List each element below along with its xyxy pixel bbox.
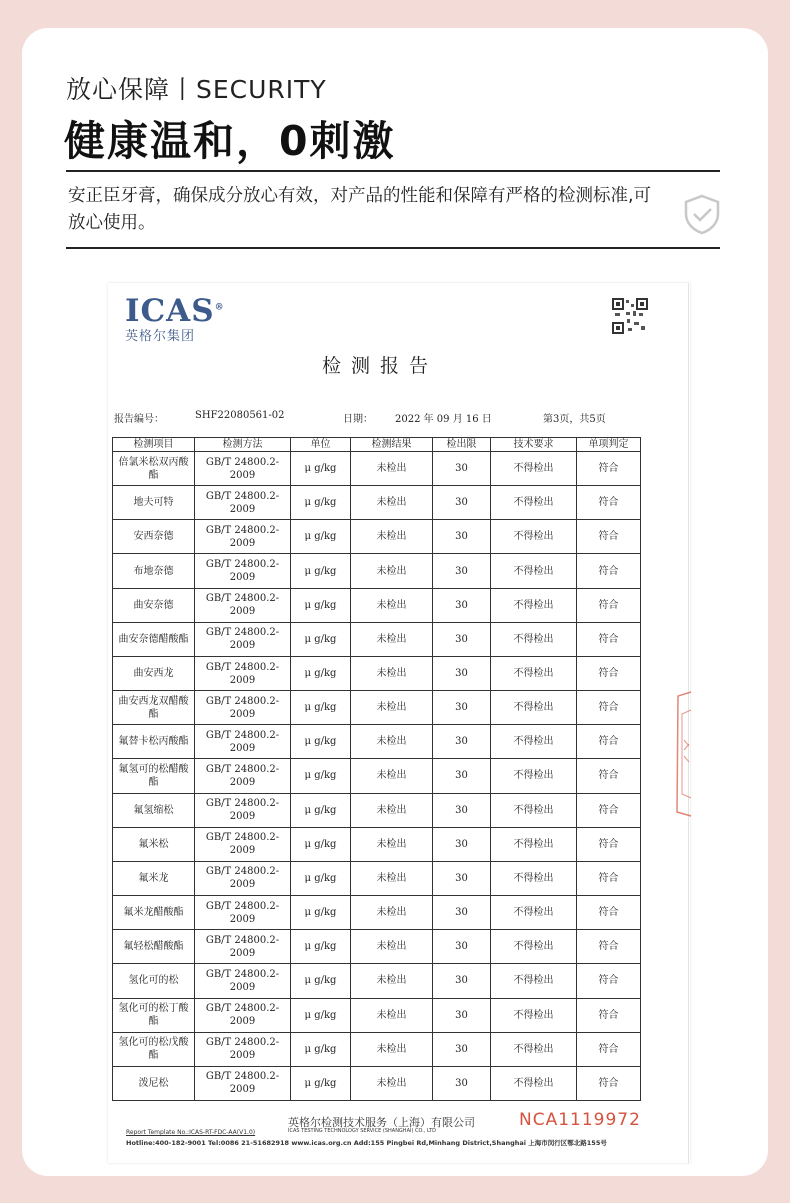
report-template-number: Report Template No.:ICAS-RT-FDC-AA(V1.0) [126,1129,256,1136]
table-cell: 未检出 [351,930,433,964]
table-cell: 符合 [577,827,641,861]
table-cell: 泼尼松 [113,1066,195,1100]
table-cell: GB/T 24800.2-2009 [195,1066,291,1100]
table-cell: μ g/kg [291,1066,351,1100]
table-cell: 符合 [577,896,641,930]
table-cell: 未检出 [351,1066,433,1100]
table-cell: GB/T 24800.2-2009 [195,486,291,520]
footer-company-cn: 英格尔检测技术服务（上海）有限公司 [288,1116,475,1129]
table-cell: 符合 [577,622,641,656]
table-cell: 30 [433,691,491,725]
table-cell: 不得检出 [491,725,577,759]
table-cell: μ g/kg [291,520,351,554]
table-cell: 地夫可特 [113,486,195,520]
table-cell: 符合 [577,759,641,793]
table-cell: GB/T 24800.2-2009 [195,1032,291,1066]
table-cell: 符合 [577,486,641,520]
table-cell: 氢化可的松戊酸酯 [113,1032,195,1066]
table-cell: GB/T 24800.2-2009 [195,964,291,998]
report-date-label: 日期： [343,414,373,425]
table-cell: 未检出 [351,1032,433,1066]
table-cell: 30 [433,1066,491,1100]
table-row [113,520,641,554]
table-cell: μ g/kg [291,759,351,793]
shield-check-icon [680,192,724,236]
table-cell: 30 [433,998,491,1032]
results-table [112,437,641,1101]
table-cell: 未检出 [351,656,433,690]
table-cell: 安西奈德 [113,520,195,554]
table-cell: 未检出 [351,725,433,759]
table-cell: 符合 [577,725,641,759]
report-title: 检测报告 [321,355,438,377]
page-headline: 健康温和，0刺激 [64,117,396,165]
table-cell: 30 [433,622,491,656]
table-row [113,827,641,861]
table-row [113,656,641,690]
table-cell: μ g/kg [291,588,351,622]
logo-text: ICAS [125,293,215,329]
table-row [113,964,641,998]
table-cell: GB/T 24800.2-2009 [195,793,291,827]
table-cell: μ g/kg [291,861,351,895]
report-number-label: 报告编号： [114,414,164,425]
table-cell: 不得检出 [491,1032,577,1066]
table-header-row [113,438,641,452]
table-cell: 氟氢缩松 [113,793,195,827]
table-cell: μ g/kg [291,622,351,656]
table-cell: GB/T 24800.2-2009 [195,998,291,1032]
table-cell: 未检出 [351,691,433,725]
table-cell: GB/T 24800.2-2009 [195,725,291,759]
table-cell: 未检出 [351,452,433,486]
table-cell: GB/T 24800.2-2009 [195,452,291,486]
table-row [113,486,641,520]
table-cell: 倍氯米松双丙酸酯 [113,452,195,486]
table-column-header: 技术要求 [491,438,577,452]
table-cell: 符合 [577,998,641,1032]
table-row [113,1066,641,1100]
top-divider [66,170,720,172]
table-column-header: 检测方法 [195,438,291,452]
footer-company-en: ICAS TESTING TECHNOLOGY SERVICE (SHANGHAI) CO., LTD [288,1128,436,1134]
table-cell: 不得检出 [491,930,577,964]
page-indicator: 第3页，共5页 [543,414,606,425]
table-cell: 30 [433,588,491,622]
table-cell: μ g/kg [291,930,351,964]
table-cell: μ g/kg [291,691,351,725]
table-row [113,452,641,486]
table-cell: μ g/kg [291,1032,351,1066]
red-seal-stamp [674,690,692,818]
table-cell: 符合 [577,656,641,690]
table-cell: 不得检出 [491,486,577,520]
table-cell: 符合 [577,520,641,554]
table-cell: 30 [433,827,491,861]
table-cell: 不得检出 [491,964,577,998]
table-column-header: 检出限 [433,438,491,452]
table-cell: 氟氢可的松醋酸酯 [113,759,195,793]
table-cell: 不得检出 [491,861,577,895]
table-cell: 30 [433,520,491,554]
table-cell: μ g/kg [291,793,351,827]
table-cell: 曲安西龙双醋酸酯 [113,691,195,725]
icas-logo: ICAS® 英格尔集团 [125,293,225,344]
section-kicker: 放心保障丨SECURITY [66,75,327,104]
table-cell: 氟米龙 [113,861,195,895]
table-cell: 30 [433,930,491,964]
table-cell: 符合 [577,554,641,588]
table-cell: 不得检出 [491,520,577,554]
table-cell: μ g/kg [291,998,351,1032]
table-cell: 曲安西龙 [113,656,195,690]
table-cell: 30 [433,861,491,895]
table-cell: 未检出 [351,964,433,998]
table-cell: 不得检出 [491,691,577,725]
table-cell: 30 [433,452,491,486]
table-cell: 不得检出 [491,998,577,1032]
table-cell: 30 [433,793,491,827]
report-number: SHF22080561-02 [195,410,285,421]
table-cell: GB/T 24800.2-2009 [195,930,291,964]
table-cell: GB/T 24800.2-2009 [195,861,291,895]
table-cell: GB/T 24800.2-2009 [195,554,291,588]
table-cell: 符合 [577,691,641,725]
table-row [113,759,641,793]
table-cell: 未检出 [351,759,433,793]
table-cell: GB/T 24800.2-2009 [195,588,291,622]
table-column-header: 检测结果 [351,438,433,452]
table-cell: 未检出 [351,793,433,827]
table-cell: μ g/kg [291,964,351,998]
table-row [113,691,641,725]
table-cell: GB/T 24800.2-2009 [195,827,291,861]
table-column-header: 单项判定 [577,438,641,452]
table-cell: 未检出 [351,588,433,622]
table-cell: 符合 [577,452,641,486]
table-row [113,930,641,964]
table-row [113,793,641,827]
table-cell: GB/T 24800.2-2009 [195,622,291,656]
table-cell: 氟轻松醋酸酯 [113,930,195,964]
table-cell: GB/T 24800.2-2009 [195,656,291,690]
table-cell: 未检出 [351,622,433,656]
table-row [113,861,641,895]
table-cell: 氢化可的松丁酸酯 [113,998,195,1032]
logo-chinese-name: 英格尔集团 [125,329,196,344]
table-cell: 符合 [577,1066,641,1100]
table-cell: 未检出 [351,998,433,1032]
table-cell: 不得检出 [491,452,577,486]
bottom-divider [66,247,720,249]
table-row [113,896,641,930]
table-cell: 30 [433,759,491,793]
table-cell: 未检出 [351,827,433,861]
table-cell: 布地奈德 [113,554,195,588]
table-cell: 不得检出 [491,1066,577,1100]
table-cell: 符合 [577,930,641,964]
footer-contact-line: Hotline:400-182-9001 Tel:0086 21-51682918 www.icas.org.cn Add:155 Pingbei Rd,Minhang District,Shanghai 上海市闵行区鄂北路155号 [126,1139,607,1147]
table-cell: 30 [433,656,491,690]
table-cell: 未检出 [351,861,433,895]
table-cell: 符合 [577,588,641,622]
table-cell: 不得检出 [491,759,577,793]
table-cell: 未检出 [351,896,433,930]
table-cell: 不得检出 [491,656,577,690]
table-cell: μ g/kg [291,725,351,759]
table-cell: 未检出 [351,486,433,520]
table-cell: 不得检出 [491,896,577,930]
table-cell: 30 [433,964,491,998]
table-cell: 氟替卡松丙酸酯 [113,725,195,759]
table-cell: 不得检出 [491,622,577,656]
table-cell: 曲安奈德醋酸酯 [113,622,195,656]
table-cell: 未检出 [351,520,433,554]
table-cell: 未检出 [351,554,433,588]
table-cell: 氟米龙醋酸酯 [113,896,195,930]
table-cell: 符合 [577,793,641,827]
table-cell: 曲安奈德 [113,588,195,622]
table-cell: 氢化可的松 [113,964,195,998]
table-cell: 氟米松 [113,827,195,861]
table-cell: 30 [433,486,491,520]
table-cell: μ g/kg [291,827,351,861]
table-cell: μ g/kg [291,486,351,520]
table-row [113,1032,641,1066]
table-row [113,725,641,759]
table-column-header: 单位 [291,438,351,452]
table-cell: GB/T 24800.2-2009 [195,520,291,554]
table-cell: GB/T 24800.2-2009 [195,759,291,793]
description-text: 安正臣牙膏，确保成分放心有效，对产品的性能和保障有严格的检测标准,可放心使用。 [68,186,652,233]
table-cell: 30 [433,725,491,759]
nca-serial-number: NCA1119972 [519,1110,641,1130]
table-row [113,998,641,1032]
table-cell: μ g/kg [291,452,351,486]
table-cell: GB/T 24800.2-2009 [195,896,291,930]
table-column-header: 检测项目 [113,438,195,452]
table-cell: 30 [433,1032,491,1066]
table-cell: 不得检出 [491,793,577,827]
table-cell: 符合 [577,861,641,895]
table-cell: 30 [433,554,491,588]
table-cell: 30 [433,896,491,930]
table-row [113,588,641,622]
table-cell: 符合 [577,964,641,998]
table-cell: μ g/kg [291,896,351,930]
table-cell: 不得检出 [491,827,577,861]
table-row [113,554,641,588]
table-cell: 不得检出 [491,554,577,588]
table-row [113,622,641,656]
qr-code-icon [612,298,648,334]
table-cell: μ g/kg [291,554,351,588]
table-cell: 不得检出 [491,588,577,622]
table-cell: 符合 [577,1032,641,1066]
table-cell: GB/T 24800.2-2009 [195,691,291,725]
table-cell: μ g/kg [291,656,351,690]
report-date: 2022 年 09 月 16 日 [395,414,492,425]
